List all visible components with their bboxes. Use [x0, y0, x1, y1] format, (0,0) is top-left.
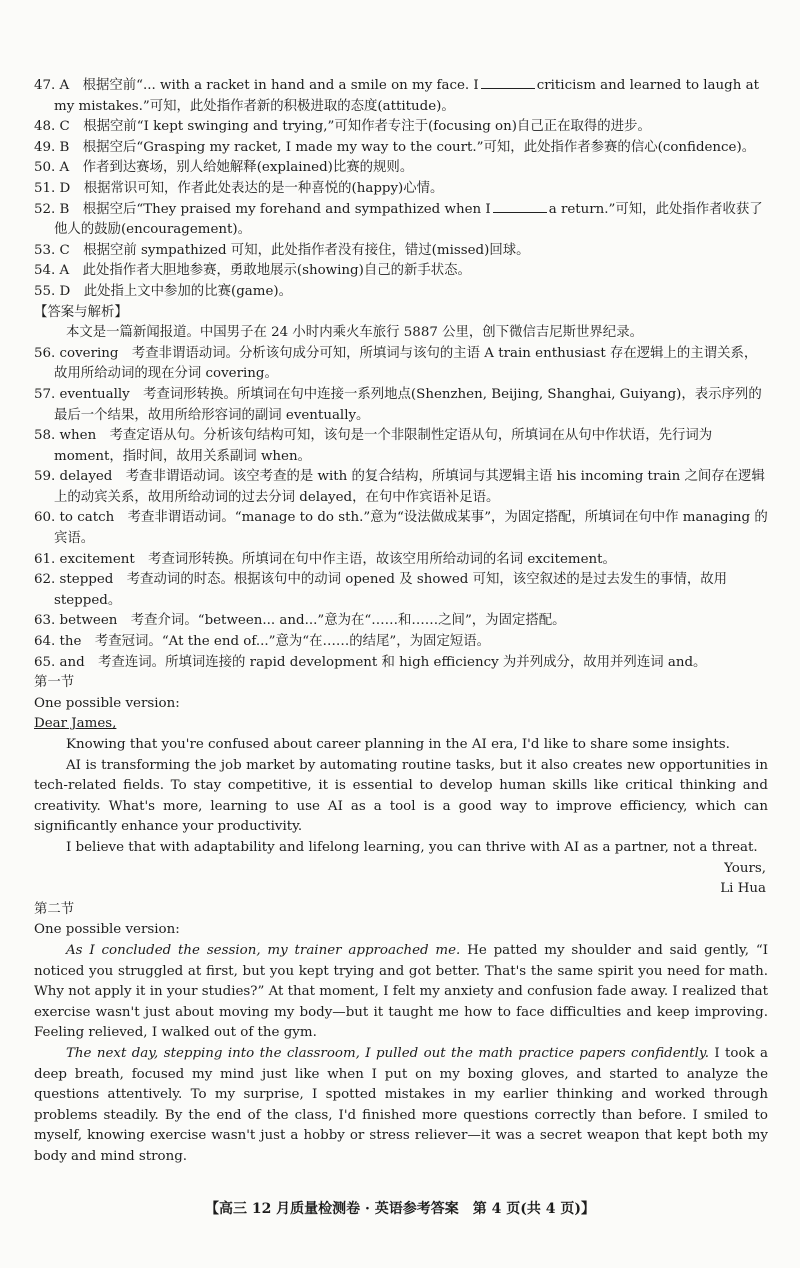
answer-item-54: 54. A 此处指作者大胆地参赛，勇敢地展示(showing)自己的新手状态。: [34, 263, 471, 279]
answer-item-53: 53. C 根据空前 sympathized 可知，此处指作者没有接住，错过(missed)回球。: [34, 242, 530, 258]
section-2-version-label: One possible version:: [34, 922, 180, 938]
letter-paragraph-1: Knowing that you're confused about career planning in the AI era, I'd like to share some insights.: [66, 737, 730, 752]
answer-item-63: 63. between 考查介词。“between... and...”意为在“……和……之间”，为固定搭配。: [34, 613, 566, 629]
answer-item-62: 62. stepped 考查动词的时态。根据该句中的动词 opened 及 showed 可知，该空叙述的是过去发生的事情，故用 stepped。: [34, 572, 728, 608]
story-paragraph-2-opening: The next day, stepping into the classroom, I pulled out the math practice papers confidently.: [66, 1045, 709, 1061]
answer-analysis-header: 【答案与解析】: [34, 304, 128, 320]
answer-item-48: 48. C 根据空前“I kept swinging and trying,”可知作者专注于(focusing on)自己正在取得的进步。: [34, 119, 651, 135]
story-paragraph-2: [34, 1044, 768, 1168]
answer-item-61: 61. excitement 考查词形转换。所填词在句中作主语，故该空用所给动词的名词 excitement。: [34, 551, 616, 567]
letter-paragraph-3: I believe that with adaptability and lifelong learning, you can thrive with AI as a partner, not a threat.: [66, 839, 758, 855]
answer-item-58: 58. when 考查定语从句。分析该句结构可知，该句是一个非限制性定语从句，所填词在从句中作状语，先行词为 moment，指时间，故用关系副词 when。: [34, 428, 713, 464]
answer-item-51: 51. D 根据常识可知，作者此处表达的是一种喜悦的(happy)心情。: [34, 180, 444, 196]
answer-item-55: 55. D 此处指上文中参加的比赛(game)。: [34, 283, 292, 299]
answer-item-59: 59. delayed 考查非谓语动词。该空考查的是 with 的复合结构，所填词与其逻辑主语 his incoming train 之间存在逻辑上的动宾关系，故用所给动词的过去分词 delayed，在句中作宾语补足语。: [34, 469, 765, 505]
answer-item-49: 49. B 根据空后“Grasping my racket, I made my way to the court.”可知，此处指作者参赛的信心(confidence)。: [34, 139, 756, 155]
section-1-title: 第一节: [34, 675, 75, 691]
letter-salutation: Dear James,: [34, 716, 117, 732]
answer-item-56: 56. covering 考查非谓语动词。分析该句成分可知，所填词与该句的主语 A train enthusiast 存在逻辑上的主谓关系，故用所给动词的现在分词 covering。: [34, 345, 758, 382]
story-paragraph-1: [34, 941, 768, 1044]
section-2-title: 第二节: [34, 901, 75, 917]
story-paragraph-1-opening: As I concluded the session, my trainer approached me.: [66, 942, 461, 958]
answer-item-57: 57. eventually 考查词形转换。所填词在句中连接一系列地点(Shenzhen, Beijing, Shanghai, Guiyang)，表示序列的最后一个结果，故用所给形容词的副词 eventually。: [34, 386, 762, 423]
answer-item-64: 64. the 考查冠词。“At the end of...”意为“在……的结尾”，为固定短语。: [34, 634, 491, 650]
answer-item-60: 60. to catch 考查非谓语动词。“manage to do sth.”意为“设法做成某事”，为固定搭配，所填词在句中作 managing 的宾语。: [34, 510, 768, 547]
blank-line: [481, 76, 535, 89]
letter-signature: Li Hua: [720, 881, 766, 897]
answer-item-47: 47. A 根据空前“... with a racket in hand and a smile on my face. I criticism and learned to laugh at my mistakes.”可知，此处指作者新的积极进取的态度(attitude)。: [34, 78, 759, 114]
page-footer: 【高三 12 月质量检测卷 · 英语参考答案 第 4 页(共 4 页)】: [204, 1201, 596, 1217]
letter-paragraph-2: AI is transforming the job market by automating routine tasks, but it also creates new opportunities in tech-related fields. To stay competitive, it is essential to develop human skills like critical thinking and creativity. What's more, learning to use AI as a tool is a good way to improve efficiency, which can significantly enhance your productivity.: [34, 757, 768, 835]
section-1-version-label: One possible version:: [34, 695, 180, 711]
letter-closing: Yours,: [724, 860, 766, 876]
story-paragraph-1-body: He patted my shoulder and said gently, “I noticed you struggled at first, but you kept trying and got better. That's the same spirit you need for math. Why not apply it in your studies?” At that moment, I felt my anxiety and confusion fade away. I realized that exercise wasn't just about moving my body—but it taught me how to face difficulties and keep improving. Feeling relieved, I walked out of the gym.: [34, 942, 768, 1041]
passage-intro: 本文是一篇新闻报道。中国男子在 24 小时内乘火车旅行 5887 公里，创下微信吉尼斯世界纪录。: [66, 325, 643, 341]
story-paragraph-2-body: I took a deep breath, focused my mind just like when I put on my boxing gloves, and started to analyze the questions attentively. To my surprise, I spotted mistakes in my earlier thinking and worked through problems steadily. By the end of the class, I'd finished more questions correctly than before. I smiled to myself, knowing exercise wasn't just a hobby or stress reliever—it was a secret weapon that kept both my body and mind strong.: [34, 1045, 768, 1164]
answer-content: [34, 76, 768, 1167]
answer-item-52: 52. B 根据空后“They praised my forehand and sympathized when I a return.”可知，此处指作者收获了他人的鼓励(encouragement)。: [34, 201, 763, 238]
answer-item-50: 50. A 作者到达赛场，别人给她解释(explained)比赛的规则。: [34, 160, 414, 176]
answer-item-65: 65. and 考查连词。所填词连接的 rapid development 和 high efficiency 为并列成分，故用并列连词 and。: [34, 654, 707, 670]
blank-line: [493, 200, 547, 213]
